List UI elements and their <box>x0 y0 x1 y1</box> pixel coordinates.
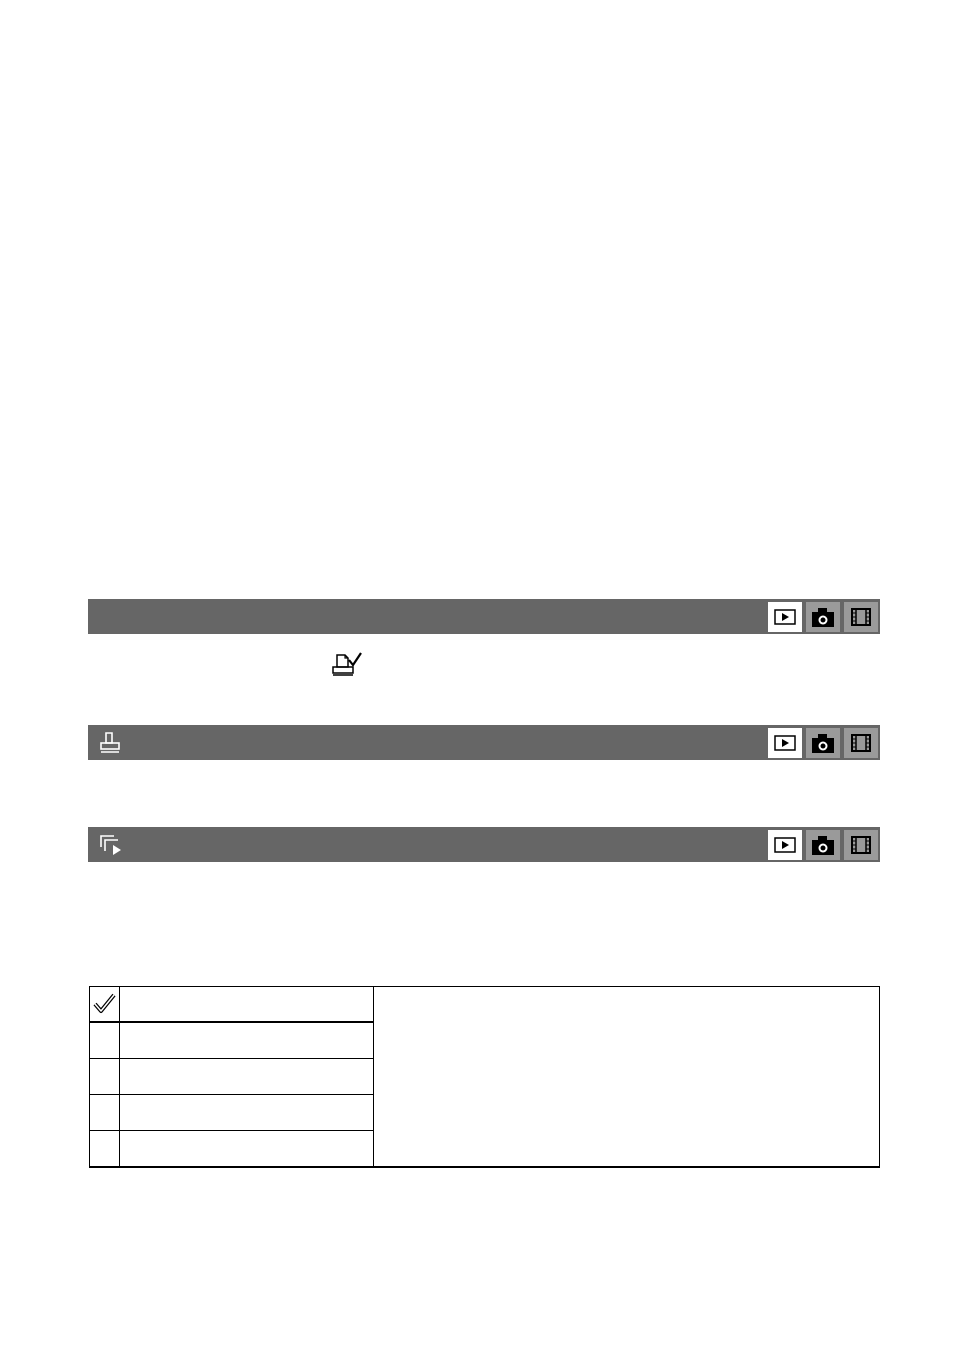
mode-indicators <box>768 830 878 860</box>
movie-film-icon <box>844 728 878 758</box>
table-row[interactable] <box>90 1131 373 1167</box>
row-mark-cell <box>90 1059 120 1094</box>
section-header-bar-print <box>88 725 880 760</box>
section-header-bar <box>88 599 880 634</box>
print-order-dpof-icon <box>330 652 364 680</box>
row-mark-cell <box>90 1131 120 1167</box>
row-mark-cell <box>90 1023 120 1058</box>
checkmark-icon <box>90 987 120 1021</box>
still-camera-icon <box>806 830 840 860</box>
movie-film-icon <box>844 830 878 860</box>
mode-indicators <box>768 602 878 632</box>
still-camera-icon <box>806 728 840 758</box>
row-mark-cell <box>90 987 120 1021</box>
description-cell <box>373 987 879 1166</box>
mode-indicators <box>768 728 878 758</box>
row-mark-cell <box>90 1095 120 1130</box>
playback-icon <box>768 602 802 632</box>
table-row[interactable] <box>90 987 373 1023</box>
table-row[interactable] <box>90 1095 373 1131</box>
playback-icon <box>768 830 802 860</box>
still-camera-icon <box>806 602 840 632</box>
table-row[interactable] <box>90 1023 373 1059</box>
table-row[interactable] <box>90 1059 373 1095</box>
section-header-bar-slideshow <box>88 827 880 862</box>
slideshow-icon <box>98 833 124 857</box>
options-table <box>89 986 880 1168</box>
playback-icon <box>768 728 802 758</box>
movie-film-icon <box>844 602 878 632</box>
print-icon <box>98 731 124 755</box>
